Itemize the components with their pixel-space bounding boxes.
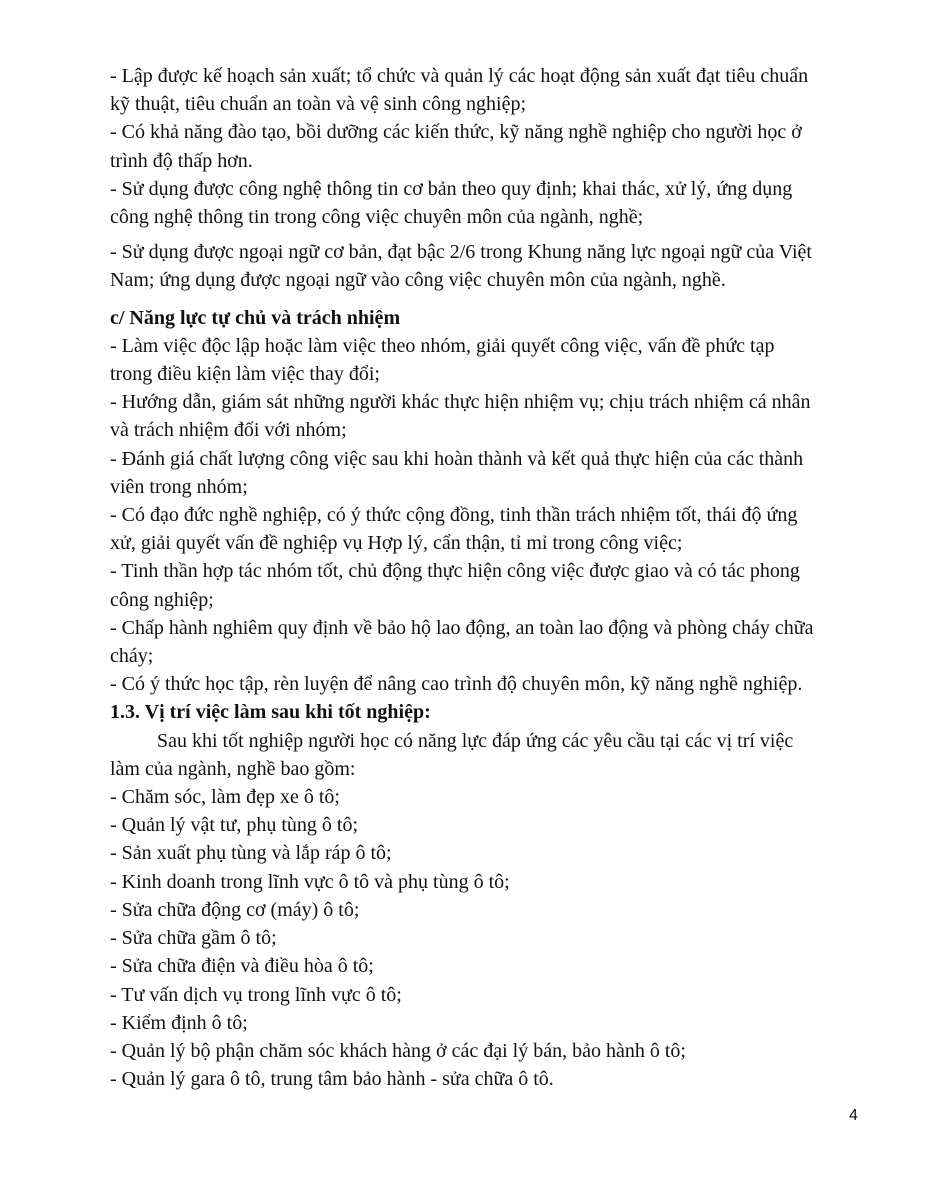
section-intro <box>110 727 845 783</box>
text-line: cháy; <box>110 645 154 668</box>
list-item: - Quản lý bộ phận chăm sóc khách hàng ở các đại lý bán, bảo hành ô tô; <box>110 1039 686 1062</box>
list-item: - Chăm sóc, làm đẹp xe ô tô; <box>110 786 340 809</box>
text-line: Nam; ứng dụng được ngoại ngữ vào công việc chuyên môn của ngành, nghề. <box>110 269 726 292</box>
list-item: - Kiểm định ô tô; <box>110 1011 248 1034</box>
text-line: - Sử dụng được công nghệ thông tin cơ bản theo quy định; khai thác, xử lý, ứng dụng <box>110 177 793 200</box>
section-heading-job-positions: 1.3. Vị trí việc làm sau khi tốt nghiệp: <box>110 701 431 724</box>
text-line: công nghiệp; <box>110 588 214 611</box>
text-line: - Làm việc độc lập hoặc làm việc theo nhóm, giải quyết công việc, vấn đề phức tạp <box>110 334 775 357</box>
page-content <box>110 62 845 1093</box>
text-line: trong điều kiện làm việc thay đổi; <box>110 363 380 386</box>
text-line: - Có ý thức học tập, rèn luyện để nâng cao trình độ chuyên môn, kỹ năng nghề nghiệp. <box>110 673 803 696</box>
list-item: - Sửa chữa động cơ (máy) ô tô; <box>110 898 360 921</box>
autonomy-list <box>110 332 845 699</box>
text-line: viên trong nhóm; <box>110 475 248 498</box>
text-line: xử, giải quyết vấn đề nghiệp vụ Hợp lý, cẩn thận, tỉ mỉ trong công việc; <box>110 532 683 555</box>
list-item: - Kinh doanh trong lĩnh vực ô tô và phụ tùng ô tô; <box>110 870 510 893</box>
text-line: - Tinh thần hợp tác nhóm tốt, chủ động thực hiện công việc được giao và có tác phong <box>110 560 800 583</box>
section-heading-autonomy: c/ Năng lực tự chủ và trách nhiệm <box>110 306 401 329</box>
text-line: kỹ thuật, tiêu chuẩn an toàn và vệ sinh công nghiệp; <box>110 93 527 116</box>
list-item: - Sửa chữa gầm ô tô; <box>110 927 277 950</box>
list-item: - Quản lý vật tư, phụ tùng ô tô; <box>110 814 359 837</box>
text-line: trình độ thấp hơn. <box>110 149 253 172</box>
text-line: - Có khả năng đào tạo, bồi dưỡng các kiến thức, kỹ năng nghề nghiệp cho người học ở <box>110 121 802 144</box>
text-line: Sau khi tốt nghiệp người học có năng lực đáp ứng các yêu cầu tại các vị trí việc <box>157 729 794 752</box>
text-line: - Lập được kế hoạch sản xuất; tổ chức và quản lý các hoạt động sản xuất đạt tiêu chuẩn <box>110 65 809 87</box>
text-line: và trách nhiệm đối với nhóm; <box>110 419 347 442</box>
page-number: 4 <box>849 1107 858 1124</box>
text-line: - Sử dụng được ngoại ngữ cơ bản, đạt bậc 2/6 trong Khung năng lực ngoại ngữ của Việt <box>110 241 812 264</box>
text-line: - Đánh giá chất lượng công việc sau khi hoàn thành và kết quả thực hiện của các thành <box>110 447 804 470</box>
text-line: công nghệ thông tin trong công việc chuyên môn của ngành, nghề; <box>110 206 644 229</box>
text-line: - Có đạo đức nghề nghiệp, có ý thức cộng đồng, tinh thần trách nhiệm tốt, thái độ ứng <box>110 504 798 527</box>
list-item: - Quản lý gara ô tô, trung tâm bảo hành - sửa chữa ô tô. <box>110 1068 554 1091</box>
text-line: - Chấp hành nghiêm quy định về bảo hộ lao động, an toàn lao động và phòng cháy chữa <box>110 616 814 639</box>
text-line: - Hướng dẫn, giám sát những người khác thực hiện nhiệm vụ; chịu trách nhiệm cá nhân <box>110 391 811 414</box>
job-positions-list <box>110 783 845 1093</box>
list-item: - Tư vấn dịch vụ trong lĩnh vực ô tô; <box>110 983 402 1006</box>
skills-list <box>110 62 845 231</box>
language-skill <box>110 238 845 294</box>
text-line: làm của ngành, nghề bao gồm: <box>110 757 356 780</box>
list-item: - Sản xuất phụ tùng và lắp ráp ô tô; <box>110 842 392 865</box>
list-item: - Sửa chữa điện và điều hòa ô tô; <box>110 955 374 978</box>
